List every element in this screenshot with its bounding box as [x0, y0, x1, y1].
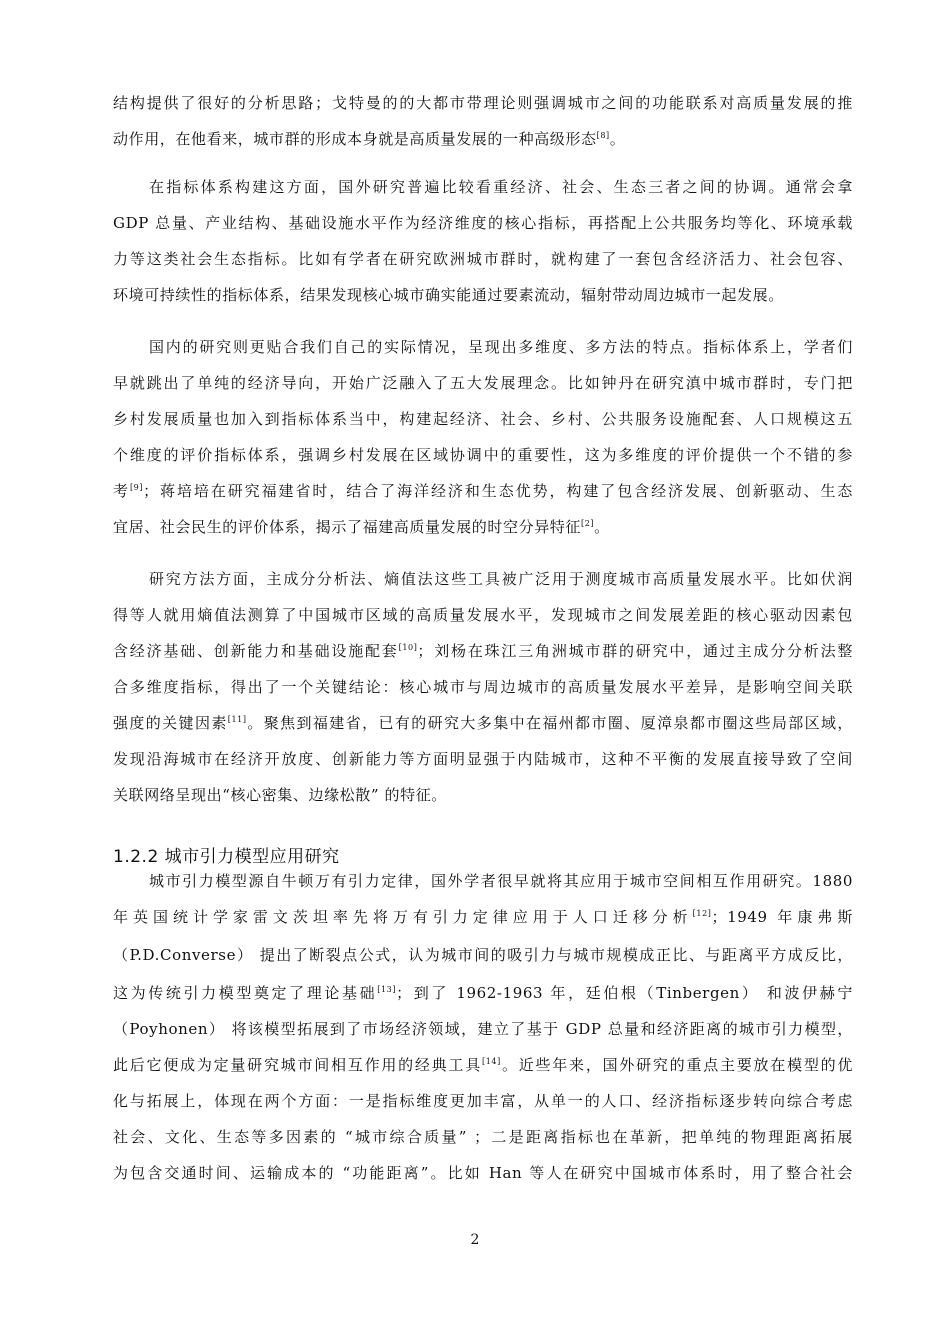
text-line: [113, 444, 853, 465]
page-number: 2: [470, 1232, 480, 1248]
text-line: [113, 516, 853, 537]
citation-superscript: [13]: [377, 985, 397, 994]
text-line: [113, 604, 853, 625]
text-line-content: （Poyhonen） 将该模型拓展到了市场经济领域，建立了基于 GDP 总量和经济距离的城市引力模型，: [113, 1020, 853, 1038]
text-line-continuation: ；刘杨在珠江三角洲城市群的研究中，通过主成分分析法整: [417, 642, 854, 660]
text-line: [113, 92, 853, 113]
text-line-continuation: 。聚焦到福建省，已有的研究大多集中在福州都市圈、厦漳泉都市圈这些局部区域，: [246, 714, 853, 732]
text-line-content: 这为传统引力模型奠定了理论基础: [113, 984, 378, 1002]
text-line-continuation: 。: [609, 130, 626, 148]
text-line-content: 此后它便成为定量研究城市间相互作用的经典工具: [113, 1056, 482, 1074]
text-line: [113, 1126, 853, 1147]
text-line-content: 为包含交通时间、运输成本的 “功能距离”。比如 Han 等人在研究中国城市体系时，用了整合社会: [113, 1164, 853, 1182]
text-line-content: 环境可持续性的指标体系，结果发现核心城市确实能通过要素流动，辐射带动周边城市一起发展。: [113, 286, 784, 304]
text-line-content: 得等人就用熵值法测算了中国城市区域的高质量发展水平，发现城市之间发展差距的核心驱动因素包: [113, 606, 853, 624]
text-line-content: 宜居、社会民生的评价体系，揭示了福建高质量发展的时空分异特征: [113, 518, 582, 536]
text-line-content: 动作用，在他看来，城市群的形成本身就是高质量发展的一种高级形态: [113, 130, 597, 148]
text-line: [113, 284, 853, 305]
text-line-continuation: 。: [594, 518, 610, 536]
text-line-content: GDP 总量、产业结构、基础设施水平作为经济维度的核心指标，再搭配上公共服务均等化、环境承载: [113, 214, 853, 232]
text-line: [113, 1054, 853, 1075]
text-line: [113, 676, 853, 697]
section-heading: 1.2.2 城市引力模型应用研究: [113, 847, 340, 867]
text-line: [113, 372, 853, 393]
text-line: [113, 1162, 853, 1183]
text-line-content: 化与拓展上，体现在两个方面：一是指标维度更加丰富，从单一的人口、经济指标逐步转向综合考虑: [113, 1092, 853, 1110]
text-line-content: 国内的研究则更贴合我们自己的实际情况，呈现出多维度、多方法的特点。指标体系上，学者们: [149, 338, 853, 356]
text-line-content: 含经济基础、创新能力和基础设施配套: [113, 642, 399, 660]
text-line-continuation: 。近些年来，国外研究的重点主要放在模型的优: [500, 1056, 853, 1074]
text-line: [149, 568, 853, 589]
text-line-content: 发现沿海城市在经济开放度、创新能力等方面明显强于内陆城市，这种不平衡的发展直接导致了空间: [113, 750, 853, 768]
text-line: [113, 480, 853, 501]
text-line: [113, 906, 853, 927]
text-line-content: 关联网络呈现出“核心密集、边缘松散” 的特征。: [113, 786, 447, 804]
text-line-content: 城市引力模型源自牛顿万有引力定律，国外学者很早就将其应用于城市空间相互作用研究。1880: [149, 872, 853, 890]
text-line-content: 强度的关键因素: [113, 714, 228, 732]
text-line: [113, 712, 853, 733]
text-line-content: 早就跳出了单纯的经济导向，开始广泛融入了五大发展理念。比如钟丹在研究滇中城市群时，专门把: [113, 374, 853, 392]
citation-superscript: [11]: [227, 715, 247, 724]
text-line: [149, 176, 853, 197]
citation-superscript: [10]: [398, 643, 418, 652]
text-line-content: 年英国统计学家雷文茨坦率先将万有引力定律应用于人口迁移分析: [113, 908, 693, 926]
citation-superscript: [12]: [692, 909, 712, 918]
text-line: [113, 784, 853, 805]
text-line-content: 考: [113, 482, 130, 500]
citation-superscript: [14]: [481, 1057, 501, 1066]
text-line: [149, 336, 853, 357]
text-line-content: 在指标体系构建这方面，国外研究普遍比较看重经济、社会、生态三者之间的协调。通常会拿: [149, 178, 853, 196]
text-line: [113, 944, 853, 965]
text-line-content: 研究方法方面，主成分分析法、熵值法这些工具被广泛用于测度城市高质量发展水平。比如伏润: [149, 570, 853, 588]
text-line-content: （P.D.Converse） 提出了断裂点公式，认为城市间的吸引力与城市规模成正比、与距离平方成反比，: [113, 946, 853, 964]
text-line-continuation: ；到了 1962-1963 年，廷伯根（Tinbergen） 和波伊赫宁: [396, 984, 853, 1002]
text-line-content: 合多维度指标，得出了一个关键结论：核心城市与周边城市的高质量发展水平差异，是影响空间关联: [113, 678, 853, 696]
text-line-content: 结构提供了很好的分析思路；戈特曼的的大都市带理论则强调城市之间的功能联系对高质量发展的推: [113, 94, 853, 112]
text-line: [113, 408, 853, 429]
text-line: [113, 1018, 853, 1039]
text-line: [113, 640, 853, 661]
text-line-content: 乡村发展质量也加入到指标体系当中，构建起经济、社会、乡村、公共服务设施配套、人口规模这五: [113, 410, 853, 428]
text-line: [113, 1090, 853, 1111]
text-line-content: 个维度的评价指标体系，强调乡村发展在区域协调中的重要性，这为多维度的评价提供一个不错的参: [113, 446, 853, 464]
text-line-continuation: ；1949 年康弗斯: [711, 908, 853, 926]
text-line: [113, 248, 853, 269]
text-line: [113, 212, 853, 233]
citation-superscript: [8]: [596, 131, 610, 140]
text-line: [149, 870, 853, 891]
text-line-continuation: ；蒋培培在研究福建省时，结合了海洋经济和生态优势，构建了包含经济发展、创新驱动、生态: [143, 482, 853, 500]
text-line: [113, 128, 853, 149]
text-line-content: 力等这类社会生态指标。比如有学者在研究欧洲城市群时，就构建了一套包含经济活力、社会包容、: [113, 250, 853, 268]
text-line: [113, 982, 853, 1003]
citation-superscript: [9]: [129, 483, 144, 492]
text-line-content: 社会、文化、生态等多因素的 “城市综合质量” ；二是距离指标也在革新，把单纯的物理距离拓展: [113, 1128, 853, 1146]
text-line: [113, 748, 853, 769]
citation-superscript: [2]: [581, 519, 595, 528]
